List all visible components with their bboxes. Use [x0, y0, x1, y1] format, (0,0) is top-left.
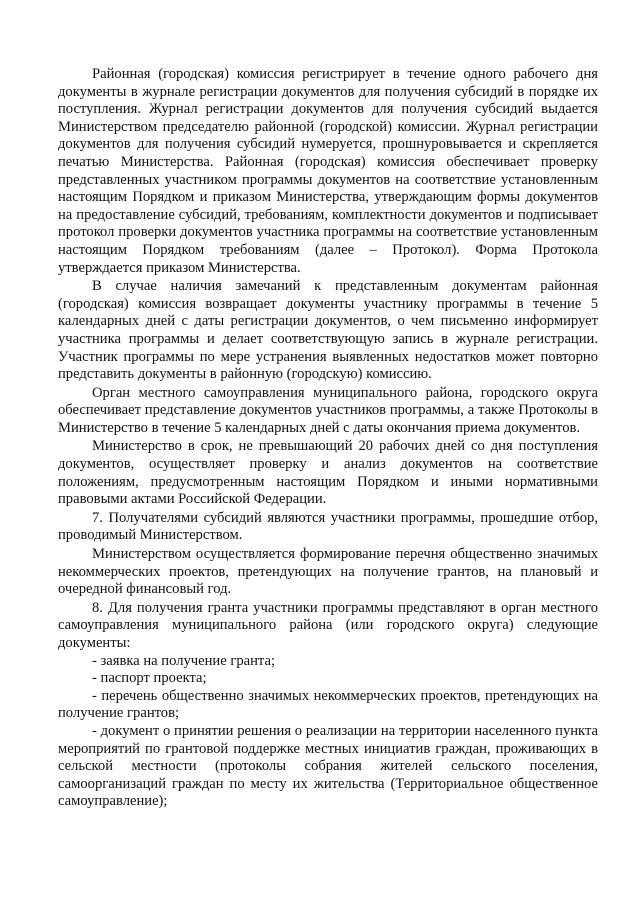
paragraph-projects-list: Министерством осуществляется формирование перечня общественно значимых некоммерческих проектов, претендующих на получение грантов, на плановый и очередной финансовый год.: [58, 546, 598, 598]
paragraph-ministry-review: Министерство в срок, не превышающий 20 рабочих дней со дня поступления документов, осуществляет проверку и анализ документов на соответствие положениям, предусмотренным настоящим Порядком и иными нормативными правовыми актами Российской Федерации.: [58, 438, 598, 508]
list-item-decision-document: - документ о принятии решения о реализации на территории населенного пункта мероприятий по грантовой поддержке местных инициатив граждан, проживающих в сельской местности (протоколы собрания жителей сельского поселения, самоорганизаций граждан по месту их жительства (Территориальное общественное самоуправление);: [58, 722, 598, 810]
paragraph-remarks-return: В случае наличия замечаний к представленным документам районная (городская) комиссия возвращает документы участнику программы в течение 5 календарных дней с даты регистрации документов, о чем письменно информирует участника программы и делает соответствующую запись в журнале регистрации. Участник программы по мере устранения выявленных недостатков может повторно представить документы в районную (городскую) комиссию.: [58, 278, 598, 383]
paragraph-item-7: 7. Получателями субсидий являются участники программы, прошедшие отбор, проводимый Министерством.: [58, 509, 598, 544]
list-item-project-passport: - паспорт проекта;: [92, 670, 207, 687]
paragraph-item-8: 8. Для получения гранта участники программы представляют в орган местного самоуправления муниципального района (или городского округа) следующие документы:: [58, 599, 598, 651]
paragraph-commission-registration: Районная (городская) комиссия регистрирует в течение одного рабочего дня документы в журнале регистрации документов для получения субсидий в порядке их поступления. Журнал регистрации документов для получения субсидий выдается Министерством председателю районной (городской) комиссии. Журнал регистрации документов для получения субсидий нумеруется, прошнуровывается и скрепляется печатью Министерства. Районная (городская) комиссия обеспечивает проверку представленных участником программы документов на соответствие установленным настоящим Порядком и приказом Министерства, утверждающим формы документов на предоставление субсидий, требованиям, комплектности документов и подписывает протокол проверки документов участника программы на соответствие установленным настоящим Порядком требованиям (далее – Протокол). Форма Протокола утверждается приказом Министерства.: [58, 66, 598, 276]
list-item-grant-application: - заявка на получение гранта;: [92, 652, 275, 669]
paragraph-local-government: Орган местного самоуправления муниципального района, городского округа обеспечивает представление документов участников программы, а также Протоколы в Министерство в течение 5 календарных дней с даты окончания приема документов.: [58, 384, 598, 436]
list-item-projects-list: - перечень общественно значимых некоммерческих проектов, претендующих на получение грантов;: [58, 687, 598, 722]
document-page: [58, 66, 598, 811]
